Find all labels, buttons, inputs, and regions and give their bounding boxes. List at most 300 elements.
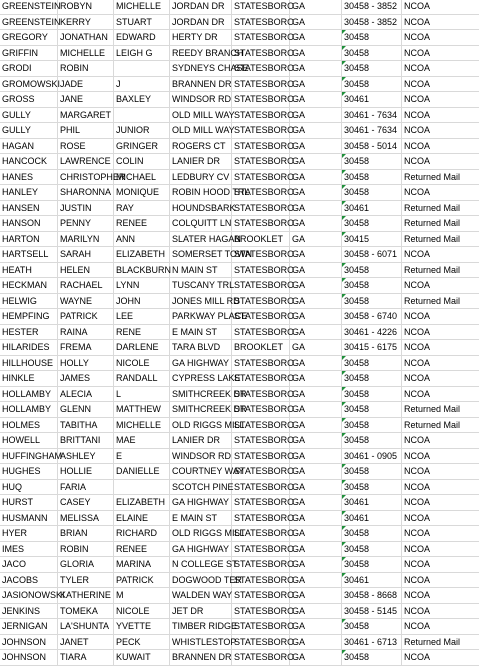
last-name-cell[interactable]: HOWELL	[0, 433, 58, 448]
last-name-cell[interactable]: JENKINS	[0, 604, 58, 619]
status-cell[interactable]: NCOA	[404, 78, 431, 89]
last-name-cell[interactable]: HANSEN	[0, 201, 58, 216]
middle-name-cell[interactable]: LEIGH G	[114, 46, 170, 61]
first-name-cell[interactable]: KATHERINE	[58, 588, 114, 603]
last-name-cell[interactable]: HANES	[0, 170, 58, 185]
last-name-cell[interactable]: HYER	[0, 526, 58, 541]
zip-cell[interactable]: 30458	[342, 480, 402, 495]
zip-cell[interactable]: 30461 - 6713	[342, 635, 402, 650]
city-cell[interactable]: STATESBORO	[232, 61, 290, 76]
middle-name-cell[interactable]: NICOLE	[114, 356, 170, 371]
middle-name-cell[interactable]: RENE	[114, 325, 170, 340]
city-cell[interactable]: STATESBORO	[232, 154, 290, 169]
first-name-cell[interactable]: LA'SHUNTA	[58, 619, 114, 634]
middle-name-cell[interactable]: J	[114, 77, 170, 92]
state-cell[interactable]: GA	[290, 340, 342, 355]
state-cell[interactable]: GA	[290, 371, 342, 386]
city-cell[interactable]: STATESBORO	[232, 325, 290, 340]
middle-name-cell[interactable]: YVETTE	[114, 619, 170, 634]
last-name-cell[interactable]: HEATH	[0, 263, 58, 278]
first-name-cell[interactable]: JAMES	[58, 371, 114, 386]
city-cell[interactable]: STATESBORO	[232, 0, 290, 14]
last-name-cell[interactable]: HANLEY	[0, 185, 58, 200]
state-cell[interactable]: GA	[290, 325, 342, 340]
street-cell[interactable]: N COLLEGE ST	[170, 557, 232, 572]
state-cell[interactable]: GA	[290, 216, 342, 231]
zip-cell[interactable]: 30461	[342, 92, 402, 107]
zip-cell[interactable]: 30415	[342, 232, 402, 247]
middle-name-cell[interactable]: RANDALL	[114, 371, 170, 386]
street-cell[interactable]: ROGERS CT	[170, 139, 232, 154]
street-cell[interactable]: HOUNDSBARK	[170, 201, 232, 216]
state-cell[interactable]: GA	[290, 511, 342, 526]
zip-cell[interactable]: 30458 - 3852	[342, 0, 402, 14]
middle-name-cell[interactable]: LYNN	[114, 278, 170, 293]
state-cell[interactable]: GA	[290, 185, 342, 200]
city-cell[interactable]: STATESBORO	[232, 371, 290, 386]
street-cell[interactable]: COLQUITT LN	[170, 216, 232, 231]
last-name-cell[interactable]: HUGHES	[0, 464, 58, 479]
city-cell[interactable]: STATESBORO	[232, 480, 290, 495]
street-cell[interactable]: WINDSOR RD	[170, 449, 232, 464]
zip-cell[interactable]: 30458	[342, 30, 402, 45]
middle-name-cell[interactable]: PATRICK	[114, 573, 170, 588]
status-cell[interactable]: Returned Mail	[404, 233, 461, 244]
status-cell[interactable]: NCOA	[404, 357, 431, 368]
zip-cell[interactable]: 30458 - 6071	[342, 247, 402, 262]
middle-name-cell[interactable]: ELIZABETH	[114, 495, 170, 510]
zip-cell[interactable]: 30458	[342, 402, 402, 417]
street-cell[interactable]: SLATER HAGAN	[170, 232, 232, 247]
last-name-cell[interactable]: GREENSTEIN	[0, 0, 58, 14]
zip-cell[interactable]: 30458	[342, 77, 402, 92]
state-cell[interactable]: GA	[290, 309, 342, 324]
zip-cell[interactable]: 30458	[342, 61, 402, 76]
middle-name-cell[interactable]: RAY	[114, 201, 170, 216]
first-name-cell[interactable]: ASHLEY	[58, 449, 114, 464]
first-name-cell[interactable]: MELISSA	[58, 511, 114, 526]
last-name-cell[interactable]: HINKLE	[0, 371, 58, 386]
state-cell[interactable]: GA	[290, 619, 342, 634]
city-cell[interactable]: STATESBORO	[232, 139, 290, 154]
zip-cell[interactable]: 30458	[342, 650, 402, 665]
first-name-cell[interactable]: ROSE	[58, 139, 114, 154]
status-cell[interactable]: NCOA	[404, 156, 431, 166]
last-name-cell[interactable]: GULLY	[0, 108, 58, 123]
state-cell[interactable]: GA	[290, 46, 342, 61]
street-cell[interactable]: OLD MILL WAY	[170, 123, 232, 138]
state-cell[interactable]: GA	[290, 139, 342, 154]
status-cell[interactable]: NCOA	[404, 481, 431, 492]
state-cell[interactable]: GA	[290, 92, 342, 107]
city-cell[interactable]: STATESBORO	[232, 30, 290, 45]
last-name-cell[interactable]: HOLLAMBY	[0, 402, 58, 417]
zip-cell[interactable]: 30461	[342, 495, 402, 510]
zip-cell[interactable]: 30458	[342, 294, 402, 309]
first-name-cell[interactable]: TABITHA	[58, 418, 114, 433]
city-cell[interactable]: STATESBORO	[232, 650, 290, 665]
zip-cell[interactable]: 30458 - 5014	[342, 139, 402, 154]
street-cell[interactable]: ROBIN HOOD TRL	[170, 185, 232, 200]
last-name-cell[interactable]: JACO	[0, 557, 58, 572]
street-cell[interactable]: LEDBURY CV	[170, 170, 232, 185]
street-cell[interactable]: LANIER DR	[170, 154, 232, 169]
first-name-cell[interactable]: HOLLIE	[58, 464, 114, 479]
state-cell[interactable]: GA	[290, 604, 342, 619]
city-cell[interactable]: BROOKLET	[232, 232, 290, 247]
state-cell[interactable]: GA	[290, 123, 342, 138]
street-cell[interactable]: N MAIN ST	[170, 263, 232, 278]
city-cell[interactable]: STATESBORO	[232, 294, 290, 309]
city-cell[interactable]: STATESBORO	[232, 123, 290, 138]
street-cell[interactable]: GA HIGHWAY	[170, 542, 232, 557]
zip-cell[interactable]: 30461 - 0905	[342, 449, 402, 464]
last-name-cell[interactable]: HARTSELL	[0, 247, 58, 262]
first-name-cell[interactable]: TOMEKA	[58, 604, 114, 619]
street-cell[interactable]: OLD MILL WAY	[170, 108, 232, 123]
first-name-cell[interactable]: ROBIN	[58, 542, 114, 557]
street-cell[interactable]: WINDSOR RD	[170, 92, 232, 107]
first-name-cell[interactable]: JONATHAN	[58, 30, 114, 45]
city-cell[interactable]: STATESBORO	[232, 573, 290, 588]
last-name-cell[interactable]: HILLHOUSE	[0, 356, 58, 371]
city-cell[interactable]: STATESBORO	[232, 170, 290, 185]
status-cell[interactable]: NCOA	[404, 326, 431, 337]
state-cell[interactable]: GA	[290, 15, 342, 30]
middle-name-cell[interactable]: L	[114, 387, 170, 402]
middle-name-cell[interactable]: ELIZABETH	[114, 247, 170, 262]
city-cell[interactable]: STATESBORO	[232, 356, 290, 371]
street-cell[interactable]: HERTY DR	[170, 30, 232, 45]
middle-name-cell[interactable]: JUNIOR	[114, 123, 170, 138]
last-name-cell[interactable]: JERNIGAN	[0, 619, 58, 634]
city-cell[interactable]: STATESBORO	[232, 15, 290, 30]
state-cell[interactable]: GA	[290, 247, 342, 262]
state-cell[interactable]: GA	[290, 402, 342, 417]
status-cell[interactable]: Returned Mail	[404, 218, 461, 228]
street-cell[interactable]: BRANNEN DR	[170, 77, 232, 92]
city-cell[interactable]: STATESBORO	[232, 526, 290, 541]
state-cell[interactable]: GA	[290, 449, 342, 464]
street-cell[interactable]: JONES MILL RD	[170, 294, 232, 309]
city-cell[interactable]: STATESBORO	[232, 92, 290, 107]
middle-name-cell[interactable]: ANN	[114, 232, 170, 247]
state-cell[interactable]: GA	[290, 30, 342, 45]
state-cell[interactable]: GA	[290, 526, 342, 541]
zip-cell[interactable]: 30458	[342, 557, 402, 572]
middle-name-cell[interactable]: DANIELLE	[114, 464, 170, 479]
status-cell[interactable]: NCOA	[404, 497, 431, 507]
city-cell[interactable]: STATESBORO	[232, 464, 290, 479]
street-cell[interactable]: CYPRESS LAKE	[170, 371, 232, 386]
city-cell[interactable]: STATESBORO	[232, 449, 290, 464]
zip-cell[interactable]: 30458	[342, 418, 402, 433]
middle-name-cell[interactable]: MAE	[114, 433, 170, 448]
zip-cell[interactable]: 30461 - 4226	[342, 325, 402, 340]
last-name-cell[interactable]: HILARIDES	[0, 340, 58, 355]
last-name-cell[interactable]: GROSS	[0, 92, 58, 107]
city-cell[interactable]: STATESBORO	[232, 495, 290, 510]
first-name-cell[interactable]: MICHELLE	[58, 46, 114, 61]
first-name-cell[interactable]: GLENN	[58, 402, 114, 417]
city-cell[interactable]: STATESBORO	[232, 46, 290, 61]
status-cell[interactable]: NCOA	[404, 512, 431, 523]
last-name-cell[interactable]: HURST	[0, 495, 58, 510]
zip-cell[interactable]: 30461	[342, 201, 402, 216]
street-cell[interactable]: E MAIN ST	[170, 325, 232, 340]
street-cell[interactable]: PARKWAY PLACE	[170, 309, 232, 324]
middle-name-cell[interactable]: GRINGER	[114, 139, 170, 154]
first-name-cell[interactable]: KERRY	[58, 15, 114, 30]
street-cell[interactable]: SMITHCREEK DR	[170, 387, 232, 402]
state-cell[interactable]: GA	[290, 495, 342, 510]
status-cell[interactable]: Returned Mail	[404, 264, 461, 275]
status-cell[interactable]: NCOA	[404, 16, 431, 27]
state-cell[interactable]: GA	[290, 635, 342, 650]
city-cell[interactable]: STATESBORO	[232, 185, 290, 200]
zip-cell[interactable]: 30458	[342, 216, 402, 231]
middle-name-cell[interactable]: PECK	[114, 635, 170, 650]
street-cell[interactable]: JORDAN DR	[170, 0, 232, 14]
city-cell[interactable]: STATESBORO	[232, 77, 290, 92]
zip-cell[interactable]: 30458	[342, 154, 402, 169]
status-cell[interactable]: NCOA	[404, 435, 431, 445]
first-name-cell[interactable]: MARILYN	[58, 232, 114, 247]
middle-name-cell[interactable]: NICOLE	[114, 604, 170, 619]
zip-cell[interactable]: 30458	[342, 387, 402, 402]
status-cell[interactable]: NCOA	[404, 621, 431, 631]
last-name-cell[interactable]: HUQ	[0, 480, 58, 495]
street-cell[interactable]: TARA BLVD	[170, 340, 232, 355]
street-cell[interactable]: OLD RIGGS MILL	[170, 418, 232, 433]
zip-cell[interactable]: 30458	[342, 526, 402, 541]
last-name-cell[interactable]: HAGAN	[0, 139, 58, 154]
street-cell[interactable]: DOGWOOD TER	[170, 573, 232, 588]
street-cell[interactable]: GA HIGHWAY	[170, 356, 232, 371]
city-cell[interactable]: STATESBORO	[232, 511, 290, 526]
city-cell[interactable]: BROOKLET	[232, 340, 290, 355]
last-name-cell[interactable]: HESTER	[0, 325, 58, 340]
status-cell[interactable]: NCOA	[404, 466, 431, 476]
first-name-cell[interactable]: BRIAN	[58, 526, 114, 541]
middle-name-cell[interactable]: MICHAEL	[114, 170, 170, 185]
status-cell[interactable]: NCOA	[404, 373, 431, 383]
first-name-cell[interactable]: SARAH	[58, 247, 114, 262]
last-name-cell[interactable]: HUSMANN	[0, 511, 58, 526]
last-name-cell[interactable]: IMES	[0, 542, 58, 557]
zip-cell[interactable]: 30461 - 7634	[342, 123, 402, 138]
first-name-cell[interactable]: FREMA	[58, 340, 114, 355]
street-cell[interactable]: E MAIN ST	[170, 511, 232, 526]
middle-name-cell[interactable]: KUWAIT	[114, 650, 170, 665]
street-cell[interactable]: JET DR	[170, 604, 232, 619]
last-name-cell[interactable]: JOHNSON	[0, 650, 58, 665]
first-name-cell[interactable]: ROBIN	[58, 61, 114, 76]
zip-cell[interactable]: 30458	[342, 278, 402, 293]
city-cell[interactable]: STATESBORO	[232, 402, 290, 417]
state-cell[interactable]: GA	[290, 387, 342, 402]
zip-cell[interactable]: 30461	[342, 511, 402, 526]
status-cell[interactable]: Returned Mail	[404, 171, 461, 182]
street-cell[interactable]: OLD RIGGS MILL	[170, 526, 232, 541]
city-cell[interactable]: STATESBORO	[232, 309, 290, 324]
status-cell[interactable]: NCOA	[404, 249, 431, 259]
city-cell[interactable]: STATESBORO	[232, 542, 290, 557]
state-cell[interactable]: GA	[290, 154, 342, 169]
state-cell[interactable]: GA	[290, 464, 342, 479]
zip-cell[interactable]: 30458	[342, 263, 402, 278]
state-cell[interactable]: GA	[290, 77, 342, 92]
middle-name-cell[interactable]: COLIN	[114, 154, 170, 169]
last-name-cell[interactable]: GRIFFIN	[0, 46, 58, 61]
zip-cell[interactable]: 30458	[342, 619, 402, 634]
status-cell[interactable]: NCOA	[404, 47, 431, 58]
middle-name-cell[interactable]: RICHARD	[114, 526, 170, 541]
state-cell[interactable]: GA	[290, 418, 342, 433]
middle-name-cell[interactable]: BAXLEY	[114, 92, 170, 107]
last-name-cell[interactable]: HANCOCK	[0, 154, 58, 169]
first-name-cell[interactable]: RACHAEL	[58, 278, 114, 293]
street-cell[interactable]: SMITHCREEK DR	[170, 402, 232, 417]
zip-cell[interactable]: 30458 - 5145	[342, 604, 402, 619]
middle-name-cell[interactable]: MARINA	[114, 557, 170, 572]
street-cell[interactable]: SOMERSET TOWN	[170, 247, 232, 262]
state-cell[interactable]: GA	[290, 278, 342, 293]
status-cell[interactable]: NCOA	[404, 140, 431, 151]
last-name-cell[interactable]: HOLLAMBY	[0, 387, 58, 402]
last-name-cell[interactable]: HUFFINGHAM	[0, 449, 58, 464]
zip-cell[interactable]: 30458	[342, 433, 402, 448]
state-cell[interactable]: GA	[290, 356, 342, 371]
city-cell[interactable]: STATESBORO	[232, 263, 290, 278]
street-cell[interactable]: REEDY BRANCH	[170, 46, 232, 61]
first-name-cell[interactable]: BRITTANI	[58, 433, 114, 448]
first-name-cell[interactable]: PHIL	[58, 123, 114, 138]
first-name-cell[interactable]: WAYNE	[58, 294, 114, 309]
last-name-cell[interactable]: GULLY	[0, 123, 58, 138]
city-cell[interactable]: STATESBORO	[232, 619, 290, 634]
state-cell[interactable]: GA	[290, 108, 342, 123]
last-name-cell[interactable]: GREGORY	[0, 30, 58, 45]
middle-name-cell[interactable]: LEE	[114, 309, 170, 324]
first-name-cell[interactable]: ROBYN	[58, 0, 114, 14]
first-name-cell[interactable]: LAWRENCE	[58, 154, 114, 169]
city-cell[interactable]: STATESBORO	[232, 418, 290, 433]
state-cell[interactable]: GA	[290, 542, 342, 557]
city-cell[interactable]: STATESBORO	[232, 247, 290, 262]
state-cell[interactable]: GA	[290, 0, 342, 14]
first-name-cell[interactable]: SHARONNA	[58, 185, 114, 200]
state-cell[interactable]: GA	[290, 232, 342, 247]
zip-cell[interactable]: 30458	[342, 371, 402, 386]
status-cell[interactable]: NCOA	[404, 311, 431, 321]
state-cell[interactable]: GA	[290, 433, 342, 448]
first-name-cell[interactable]: PENNY	[58, 216, 114, 231]
status-cell[interactable]: NCOA	[404, 574, 431, 585]
city-cell[interactable]: STATESBORO	[232, 216, 290, 231]
first-name-cell[interactable]: TIARA	[58, 650, 114, 665]
last-name-cell[interactable]: GROMOWSKI	[0, 77, 58, 92]
street-cell[interactable]: TIMBER RIDGE	[170, 619, 232, 634]
middle-name-cell[interactable]	[114, 108, 170, 123]
middle-name-cell[interactable]: DARLENE	[114, 340, 170, 355]
status-cell[interactable]: NCOA	[404, 388, 431, 399]
street-cell[interactable]: JORDAN DR	[170, 15, 232, 30]
state-cell[interactable]: GA	[290, 170, 342, 185]
first-name-cell[interactable]: GLORIA	[58, 557, 114, 572]
street-cell[interactable]: TUSCANY TRL	[170, 278, 232, 293]
state-cell[interactable]: GA	[290, 201, 342, 216]
street-cell[interactable]: WALDEN WAY	[170, 588, 232, 603]
state-cell[interactable]: GA	[290, 294, 342, 309]
last-name-cell[interactable]: GREENSTEIN	[0, 15, 58, 30]
middle-name-cell[interactable]: MICHELLE	[114, 418, 170, 433]
first-name-cell[interactable]: JANE	[58, 92, 114, 107]
first-name-cell[interactable]: HOLLY	[58, 356, 114, 371]
status-cell[interactable]: Returned Mail	[404, 419, 461, 430]
middle-name-cell[interactable]: MONIQUE	[114, 185, 170, 200]
zip-cell[interactable]: 30458	[342, 185, 402, 200]
state-cell[interactable]: GA	[290, 650, 342, 665]
status-cell[interactable]: NCOA	[404, 63, 431, 73]
zip-cell[interactable]: 30458 - 3852	[342, 15, 402, 30]
street-cell[interactable]: COURTNEY WAY	[170, 464, 232, 479]
zip-cell[interactable]: 30461	[342, 573, 402, 588]
street-cell[interactable]: SCOTCH PINE	[170, 480, 232, 495]
zip-cell[interactable]: 30415 - 6175	[342, 340, 402, 355]
last-name-cell[interactable]: HARTON	[0, 232, 58, 247]
last-name-cell[interactable]: HANSON	[0, 216, 58, 231]
first-name-cell[interactable]: TYLER	[58, 573, 114, 588]
zip-cell[interactable]: 30458	[342, 464, 402, 479]
status-cell[interactable]: NCOA	[404, 32, 431, 42]
city-cell[interactable]: STATESBORO	[232, 387, 290, 402]
middle-name-cell[interactable]: ELAINE	[114, 511, 170, 526]
zip-cell[interactable]: 30458 - 8668	[342, 588, 402, 603]
middle-name-cell[interactable]: M	[114, 588, 170, 603]
first-name-cell[interactable]: CHRISTOPHER	[58, 170, 114, 185]
middle-name-cell[interactable]: RENEE	[114, 542, 170, 557]
middle-name-cell[interactable]	[114, 61, 170, 76]
status-cell[interactable]: Returned Mail	[404, 295, 461, 306]
status-cell[interactable]: NCOA	[404, 187, 431, 197]
status-cell[interactable]: NCOA	[404, 450, 431, 461]
city-cell[interactable]: STATESBORO	[232, 557, 290, 572]
last-name-cell[interactable]: GRODI	[0, 61, 58, 76]
zip-cell[interactable]: 30458	[342, 542, 402, 557]
status-cell[interactable]: NCOA	[404, 605, 431, 616]
state-cell[interactable]: GA	[290, 557, 342, 572]
city-cell[interactable]: STATESBORO	[232, 588, 290, 603]
middle-name-cell[interactable]: MATTHEW	[114, 402, 170, 417]
first-name-cell[interactable]: FARIA	[58, 480, 114, 495]
street-cell[interactable]: WHISTLESTOP	[170, 635, 232, 650]
first-name-cell[interactable]: PATRICK	[58, 309, 114, 324]
city-cell[interactable]: STATESBORO	[232, 635, 290, 650]
status-cell[interactable]: NCOA	[404, 543, 431, 554]
state-cell[interactable]: GA	[290, 588, 342, 603]
last-name-cell[interactable]: HECKMAN	[0, 278, 58, 293]
street-cell[interactable]: BRANNEN DR	[170, 650, 232, 665]
first-name-cell[interactable]: ALECIA	[58, 387, 114, 402]
zip-cell[interactable]: 30458	[342, 356, 402, 371]
status-cell[interactable]: NCOA	[404, 109, 431, 120]
first-name-cell[interactable]: RAINA	[58, 325, 114, 340]
last-name-cell[interactable]: JOHNSON	[0, 635, 58, 650]
middle-name-cell[interactable]	[114, 480, 170, 495]
middle-name-cell[interactable]: STUART	[114, 15, 170, 30]
first-name-cell[interactable]: HELEN	[58, 263, 114, 278]
